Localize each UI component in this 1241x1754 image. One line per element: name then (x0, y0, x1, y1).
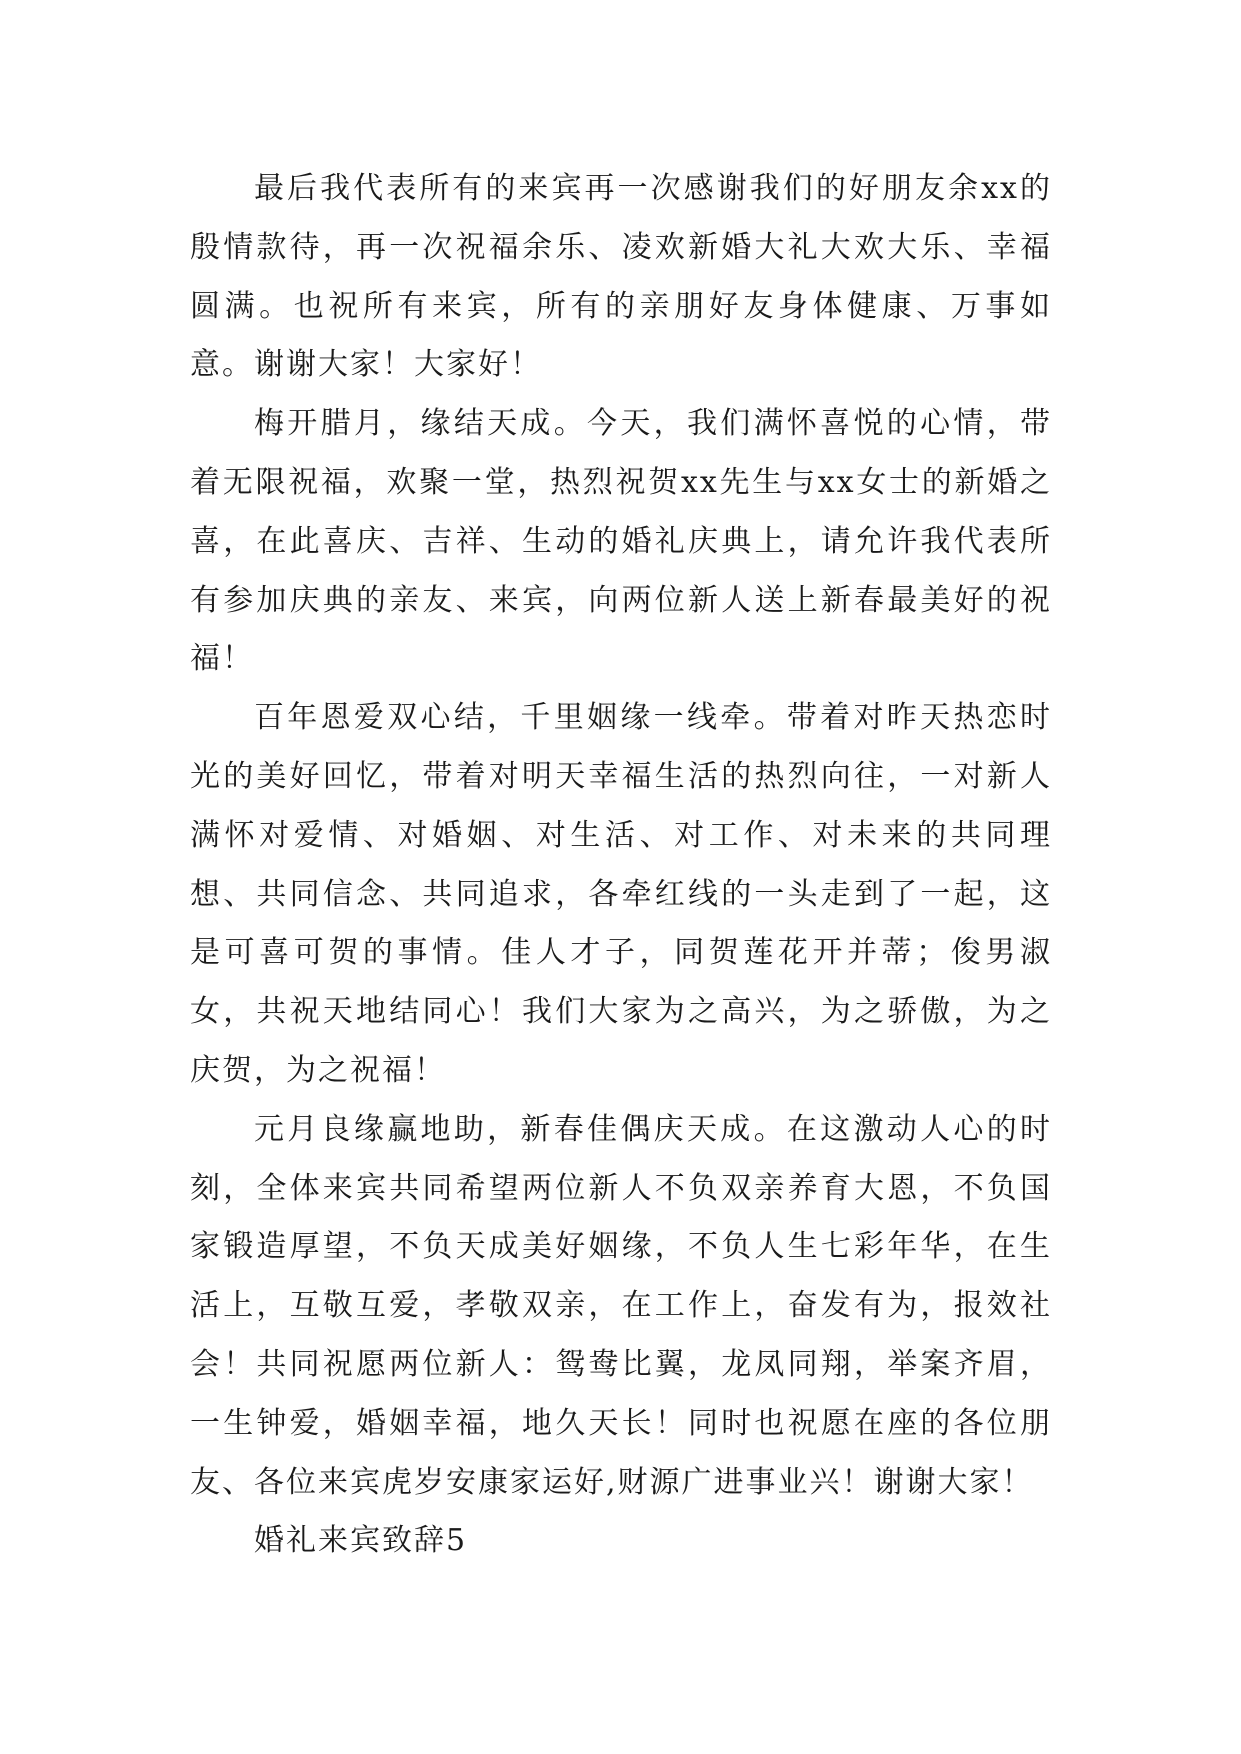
document-body (190, 160, 1052, 1571)
paragraph-couple-union: 百年恩爱双心结，千里姻缘一线牵。带着对昨天热恋时光的美好回忆，带着对明天幸福生活的热烈向往，一对新人满怀对爱情、对婚姻、对生活、对工作、对未来的共同理想、共同信念、共同追求，各牵红线的一头走到了一起，这是可喜可贺的事情。佳人才子，同贺莲花开并蒂；俊男淑女，共祝天地结同心！我们大家为之高兴，为之骄傲，为之庆贺，为之祝福！ (190, 700, 1052, 1088)
paragraph-wishes: 元月良缘赢地助，新春佳偶庆天成。在这激动人心的时刻，全体来宾共同希望两位新人不负双亲养育大恩，不负国家锻造厚望，不负天成美好姻缘，不负人生七彩年华，在生活上，互敬互爱，孝敬双亲，在工作上，奋发有为，报效社会！共同祝愿两位新人：鸳鸯比翼，龙凤同翔，举案齐眉，一生钟爱，婚姻幸福，地久天长！同时也祝愿在座的各位朋友、各位来宾虎岁安康家运好,财源广进事业兴！谢谢大家！ (190, 1111, 1052, 1500)
paragraph-opening-blessing: 梅开腊月，缘结天成。今天，我们满怀喜悦的心情，带着无限祝福，欢聚一堂，热烈祝贺xx先生与xx女士的新婚之喜，在此喜庆、吉祥、生动的婚礼庆典上，请允许我代表所有参加庆典的亲友、来宾，向两位新人送上新春最美好的祝福！ (190, 406, 1052, 677)
section-heading: 婚礼来宾致辞5 (254, 1523, 468, 1559)
paragraph-closing-thanks: 最后我代表所有的来宾再一次感谢我们的好朋友余xx的殷情款待，再一次祝福余乐、凌欢新婚大礼大欢大乐、幸福圆满。也祝所有来宾，所有的亲朋好友身体健康、万事如意。谢谢大家！大家好！ (190, 171, 1052, 383)
